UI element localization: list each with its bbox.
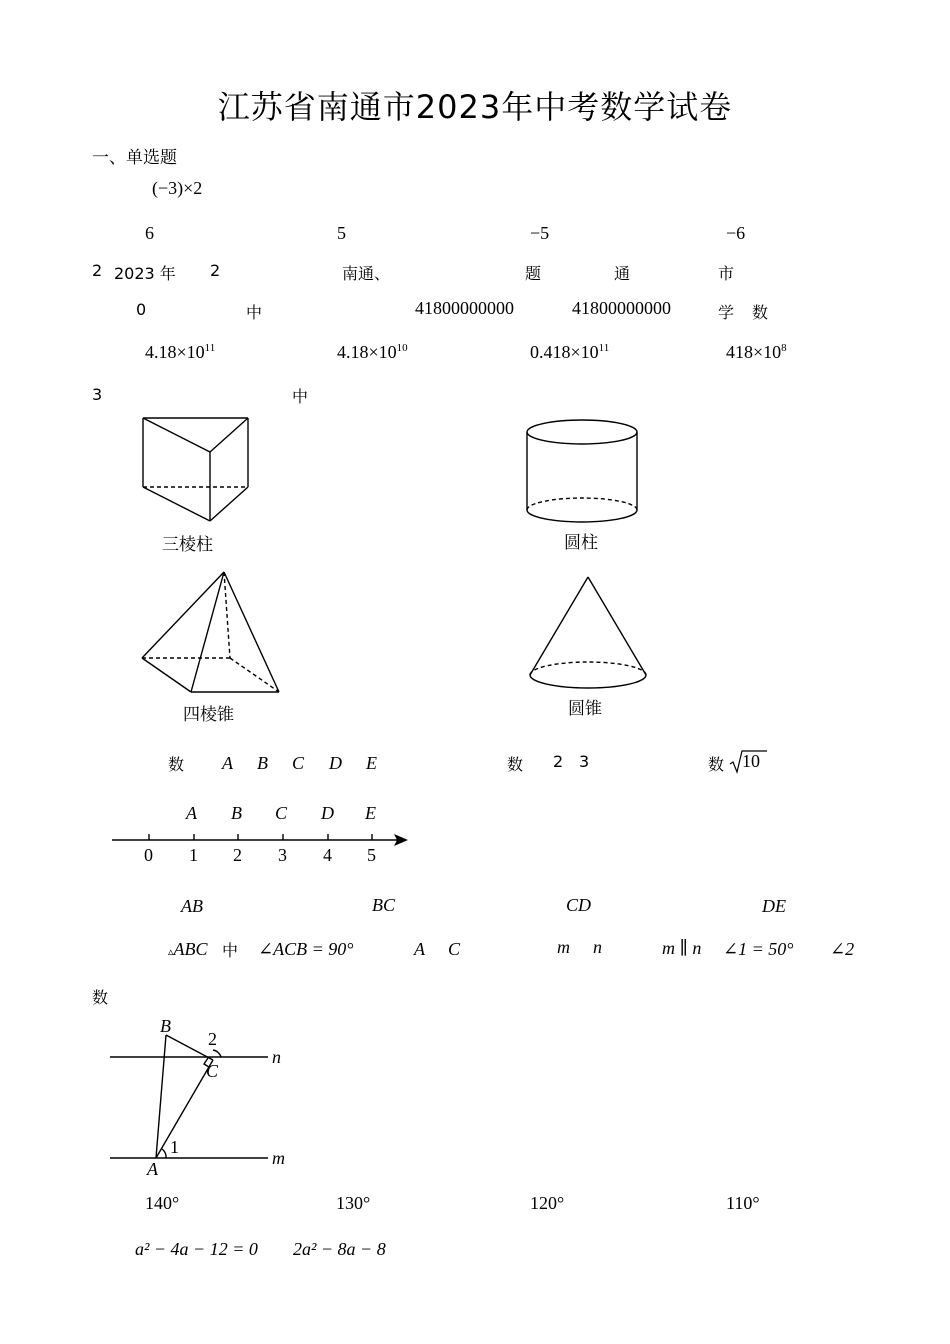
q4-point-d: D: [329, 753, 342, 773]
q5-angle-1: ∠1 = 50°: [723, 939, 794, 959]
q2-number-value-1: 41800000000: [415, 298, 514, 318]
q6-expression: 2a² − 8a − 8: [293, 1239, 386, 1259]
fig-label-c: C: [206, 1061, 219, 1081]
q2-option-d: $418\times 10^8$: [726, 342, 787, 362]
q1-option-b: 5: [337, 223, 346, 243]
q5-option-b: 130°: [336, 1193, 371, 1213]
numline-label-a: A: [186, 803, 197, 823]
q5-text-zhong: 中: [222, 941, 239, 960]
numline-label-c: C: [275, 803, 288, 823]
page-title: 江苏省南通市2023年中考数学试卷: [217, 88, 733, 126]
q5-vertex-c: C: [448, 939, 461, 959]
q5-line-n: n: [593, 937, 602, 957]
q2-text-tong: 通: [614, 264, 631, 283]
q2-option-a: $4.18\times 10^{11}$: [145, 342, 216, 362]
q5-option-a: 140°: [145, 1193, 180, 1213]
q4-option-a: AB: [181, 896, 203, 916]
numline-tick-4: 4: [323, 845, 332, 865]
q5-angle-acb: ∠ACB = 90°: [258, 939, 354, 959]
q4-point-c: C: [292, 753, 305, 773]
caption-cylinder: 圆柱: [564, 533, 598, 553]
caption-cone: 圆锥: [568, 699, 602, 719]
q4-point-a: A: [222, 753, 233, 773]
caption-square-pyramid: 四棱锥: [183, 705, 234, 725]
q4-point-e: E: [366, 753, 377, 773]
numline-tick-1: 1: [189, 845, 198, 865]
numline-tick-3: 3: [278, 845, 287, 865]
q5-parallel: m ∥ n: [662, 938, 702, 958]
numline-label-d: D: [321, 803, 334, 823]
q1-expression: (−3)×2: [152, 178, 203, 198]
numline-label-e: E: [365, 803, 376, 823]
q5-vertex-a: A: [414, 939, 425, 959]
fig-label-a: A: [147, 1159, 158, 1179]
q2-text-ti: 题: [525, 264, 542, 283]
q4-point-b: B: [257, 753, 268, 773]
q5-option-d: 110°: [726, 1193, 760, 1213]
q6-equation: a² − 4a − 12 = 0: [135, 1239, 258, 1259]
q2-text-zero: 0: [136, 300, 147, 319]
q2-number: 2: [92, 261, 103, 280]
q4-text-shu-2: 数: [507, 755, 524, 774]
q5-text-shu: 数: [92, 988, 109, 1007]
numline-tick-5: 5: [367, 845, 376, 865]
q2-number-value-2: 41800000000: [572, 298, 671, 318]
q3-text-zhong: 中: [292, 387, 309, 406]
q2-option-c: $0.418\times 10^{11}$: [530, 342, 610, 362]
q4-option-c: CD: [566, 895, 592, 915]
numline-label-b: B: [231, 803, 242, 823]
q2-text-year: 2023 年: [114, 264, 176, 283]
q2-text-city: 南通、: [342, 264, 391, 283]
caption-triangular-prism: 三棱柱: [162, 535, 213, 555]
q5-angle-2: ∠2: [830, 939, 855, 959]
q3-number: 3: [92, 385, 103, 404]
q5-line-m: m: [557, 937, 570, 957]
fig-label-n: n: [272, 1047, 281, 1067]
q4-option-d: DE: [762, 896, 786, 916]
q4-num-3: 3: [579, 752, 590, 771]
q2-option-b: $4.18\times 10^{10}$: [337, 342, 408, 362]
q4-text-shu-3: 数: [708, 755, 725, 774]
q2-text-month: 2: [210, 261, 221, 280]
numline-tick-2: 2: [233, 845, 242, 865]
fig-label-b: B: [160, 1016, 171, 1036]
fig-label-m: m: [272, 1148, 285, 1168]
q1-option-a: 6: [145, 223, 154, 243]
section-heading: 一、单选题: [92, 148, 177, 168]
q4-option-b: BC: [372, 895, 396, 915]
q2-text-shu: 数: [752, 303, 769, 322]
fig-label-two: 2: [208, 1029, 217, 1049]
q4-text-shu-1: 数: [168, 755, 185, 774]
q2-text-zhong: 中: [246, 303, 263, 322]
q2-text-xue: 学: [718, 303, 735, 322]
q1-option-d: −6: [726, 223, 746, 243]
numline-tick-0: 0: [144, 845, 153, 865]
q1-option-c: −5: [530, 223, 550, 243]
q4-num-2: 2: [553, 752, 564, 771]
fig-label-one: 1: [170, 1137, 179, 1157]
q2-text-shi: 市: [718, 264, 735, 283]
q5-triangle: ▵ABC: [168, 939, 208, 959]
q5-option-c: 120°: [530, 1193, 565, 1213]
